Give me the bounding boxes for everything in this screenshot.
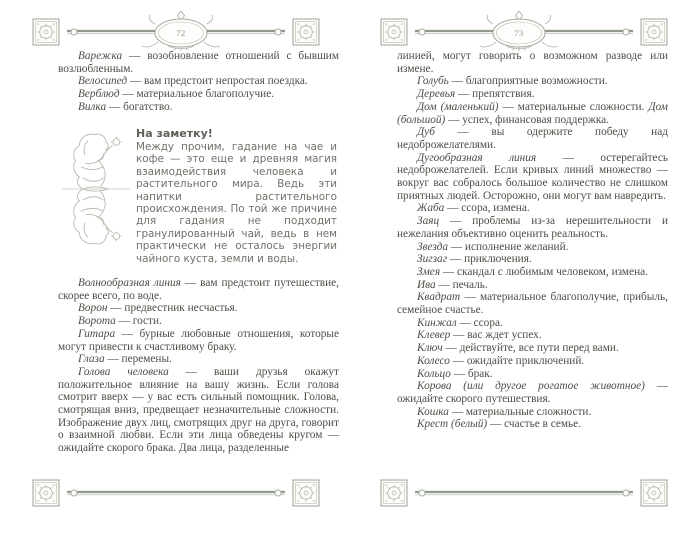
top-ornament-border: [379, 11, 669, 53]
dictionary-entry: Ворон — предвестник несчастья.: [78, 302, 238, 315]
dictionary-entry: Заяц — проблемы из-за нерешительности и нежелания объективно оценить реальность.: [397, 215, 668, 240]
dictionary-entry: Верблюд — материальное благополучие.: [78, 88, 275, 101]
entries-bottom: [58, 277, 339, 455]
page-right-text: [397, 50, 668, 431]
page-number: 72: [176, 28, 186, 38]
corner-rosette-icon: [381, 19, 407, 45]
dictionary-entry: Змея — скандал с любимым человеком, измена.: [417, 265, 648, 278]
note-text: [136, 127, 337, 265]
dictionary-entry: Голубь — благоприятные возможности.: [417, 75, 608, 88]
top-ornament-border: [31, 11, 321, 53]
dictionary-entry: Клевер — вас ждет успех.: [417, 329, 542, 342]
dictionary-entry: Квадрат — материальное благополучие, прибыль, семейное счастье.: [397, 291, 668, 317]
dictionary-entry: Велосипед — вам предстоит непростая поездка.: [78, 75, 308, 88]
corner-rosette-icon: [293, 480, 319, 506]
note-box: [58, 127, 339, 265]
corner-rosette-icon: [33, 19, 59, 45]
woman-figure-illustration: [60, 129, 132, 249]
dictionary-entry: Колесо — ожидайте приключений.: [417, 354, 585, 367]
dictionary-entry: Голова человека — ваши друзья окажут положительное влияние на вашу жизнь. Если голова смотрит вверх — у вас есть сильный помощник. Голова, смотрящая вниз, предвещает незначительные сложности. Изображение двух лиц, смотрящих друг на друга, говорит о взаимной любви. Если эти лица обведены кругом — ожидайте скорого брака. Два лица, разделенные: [58, 365, 339, 455]
dictionary-entry: Кинжал — ссора.: [417, 316, 503, 329]
dictionary-entry: Кольцо — брак.: [417, 367, 493, 380]
corner-rosette-icon: [641, 480, 667, 506]
dictionary-entry: Варежка — возобновление отношений с бывшим возлюбленным.: [58, 50, 339, 75]
dictionary-entry: Жаба — ссора, измена.: [417, 202, 530, 215]
dictionary-entry: Деревья — препятствия.: [417, 88, 535, 101]
page-left-text: [58, 50, 339, 455]
dictionary-entry: линией, могут говорить о возможном разводе или измене.: [397, 50, 668, 75]
dictionary-entry: Кошка — материальные сложности.: [417, 405, 592, 418]
dictionary-entry: Дугообразная линия — остерегайтесь недоброжелателей. Если кривых линий множество — вокруг вас собралось большое количество не слишком приятных людей. Осторожно, они могут вам навредить.: [397, 151, 668, 202]
dictionary-entry: Гитара — бурные любовные отношения, которые могут привести к счастливому браку.: [58, 327, 339, 353]
note-body: Между прочим, гадание на чае и кофе — это еще и древняя магия взаимодействия человека и растительного мира. Ведь эти напитки растительного происхождения. По той же причине для гадания не подходит гранулированный чай, ведь в нем практически не осталось энергии чайного куста, земли и воды.: [136, 140, 337, 265]
entries-top: [58, 50, 339, 114]
dictionary-entry: Звезда — исполнение желаний.: [417, 240, 569, 253]
page-number: 73: [514, 28, 524, 38]
bottom-ornament-border: [379, 476, 669, 510]
corner-rosette-icon: [293, 19, 319, 45]
dictionary-entry: Глаза — перемены.: [78, 353, 172, 366]
corner-rosette-icon: [33, 480, 59, 506]
dictionary-entry: Корова (или другое рогатое животное) — ожидайте скорого путешествия.: [397, 380, 669, 405]
corner-rosette-icon: [641, 19, 667, 45]
dictionary-entry: Крест (белый) — счастье в семье.: [417, 418, 582, 431]
dictionary-entry: Вилка — богатство.: [78, 100, 173, 113]
dictionary-entry: Дуб — вы одержите победу над недоброжелателями.: [397, 126, 668, 151]
page-right: [347, 0, 694, 540]
dictionary-entry: Ключ — действуйте, все пути перед вами.: [417, 342, 619, 355]
dictionary-entry: Зигзаг — приключения.: [417, 253, 532, 266]
bottom-ornament-border: [31, 476, 321, 510]
dictionary-entry: Волнообразная линия — вам предстоит путешествие, скорее всего, по воде.: [58, 276, 339, 302]
dictionary-entry: Ива — печаль.: [417, 278, 488, 291]
dictionary-entry: Ворота — гости.: [78, 315, 162, 328]
entries-right: [397, 50, 668, 431]
corner-rosette-icon: [381, 480, 407, 506]
dictionary-entry: Дом (маленький) — материальные сложности. Дом (большой) — успех, финансовая поддержка.: [397, 100, 668, 126]
note-title: На заметку!: [136, 126, 213, 140]
